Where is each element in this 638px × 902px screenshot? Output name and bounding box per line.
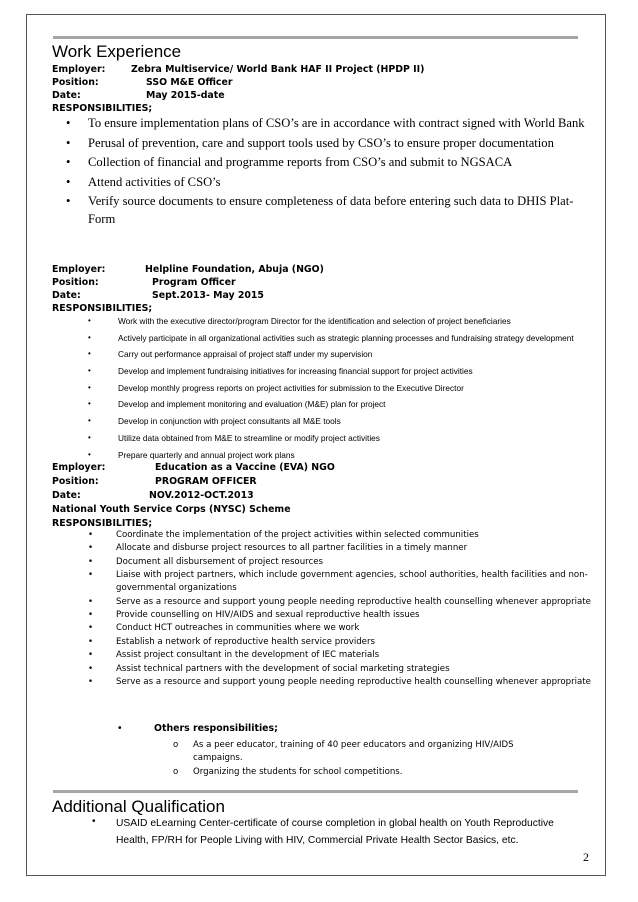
job2-employer-row [52,263,324,276]
job3-date-row [52,489,254,502]
job1-position-row [52,76,233,89]
date-value: May 2015-date [146,90,225,101]
list-item: • Allocate and disburse project resources to all partner facilities in a timely manner [88,543,468,554]
page-number: 2 [583,850,589,864]
list-item: • Carry out performance appraisal of project staff under my supervision [88,349,373,360]
list-item: • Coordinate the implementation of the project activities within selected communities [88,530,479,540]
position-label: Position: [52,77,99,88]
list-item: • Serve as a resource and support young people needing reproductive health counselling whenever appropriate [88,676,591,687]
job2-position-row [52,276,236,289]
job3-employer-row [52,461,335,474]
job1-date-row [52,89,225,102]
list-item: • Collection of financial and programme reports from CSO’s and submit to NGSACA [66,155,513,169]
list-item: • Assist technical partners with the development of social marketing strategies [88,663,450,674]
job1-employer-row [52,63,425,76]
list-item: • To ensure implementation plans of CSO’s are in accordance with contract signed with World Bank [66,116,585,130]
list-item: • Utilize data obtained from M&E to streamline or modify project activities [88,432,380,443]
employer-value: Zebra Multiservice/ World Bank HAF II Project (HPDP II) [131,64,425,75]
employer-label: Employer: [52,264,106,275]
list-item: • Liaise with project partners, which include government agencies, school authorities, health facilities and non-governmental organizations [88,570,588,594]
others-responsibilities-label: Others responsibilities; [154,723,278,734]
others-item-2: Organizing the students for school competitions. [193,767,403,777]
list-item: • Develop and implement fundraising initiatives for increasing financial support for project activities [88,366,473,377]
position-label: Position: [52,277,99,288]
employer-value: Education as a Vaccine (EVA) NGO [155,462,335,473]
position-value: PROGRAM OFFICER [155,476,257,487]
date-label: Date: [52,490,81,501]
list-item: • Prepare quarterly and annual project work plans [88,449,295,460]
others-item-1: As a peer educator, training of 40 peer educators and organizing HIV/AIDS campaigns. [193,740,514,763]
job1-responsibilities-label: RESPONSIBILITIES; [52,103,153,114]
employer-value: Helpline Foundation, Abuja (NGO) [145,264,324,275]
list-item: • Perusal of prevention, care and support tools used by CSO’s to ensure proper documentation [66,135,554,150]
qualification-item: USAID eLearning Center-certificate of course completion in global health on Youth Reproductive Health, FP/RH for People Living with HIV, Commercial Private Health Sector Basics, etc. [116,818,554,846]
sub-bullet: o [173,767,179,777]
list-item: • Attend activities of CSO’s [66,174,221,189]
sub-bullet: o [173,740,179,750]
position-value: SSO M&E Officer [146,77,233,88]
date-value: NOV.2012-OCT.2013 [149,490,254,501]
employer-label: Employer: [52,462,106,473]
list-item: • Assist project consultant in the development of IEC materials [88,650,380,661]
others-bullet: • [117,723,123,734]
list-item: • Serve as a resource and support young people needing reproductive health counselling whenever appropriate [88,596,591,607]
date-label: Date: [52,90,81,101]
job3-extra-line: National Youth Service Corps (NYSC) Scheme [52,504,291,515]
list-item: • Develop and implement monitoring and evaluation (M&E) plan for project [88,399,386,410]
list-item: • Document all disbursement of project resources [88,556,323,567]
job1-responsibilities-list [62,115,600,230]
qualification-bullet: • [92,816,96,827]
position-value: Program Officer [152,277,236,288]
list-item: • Provide counselling on HIV/AIDS and sexual reproductive health issues [88,609,420,620]
job3-position-row [52,475,257,488]
list-item: • Conduct HCT outreaches in communities where we work [88,623,360,634]
section-rule-top [53,36,578,39]
list-item: • Work with the executive director/program Director for the identification and selection of project beneficiaries [88,316,511,326]
section-title-work-experience: Work Experience [52,42,182,61]
job2-responsibilities-label: RESPONSIBILITIES; [52,303,153,314]
employer-label: Employer: [52,64,106,75]
job2-date-row [52,289,264,302]
list-item: • Establish a network of reproductive health service providers [88,636,375,647]
date-label: Date: [52,290,81,301]
job3-responsibilities-label: RESPONSIBILITIES; [52,518,153,529]
section-title-additional-qualification: Additional Qualification [52,797,225,816]
list-item: • Develop in conjunction with project consultants all M&E tools [88,416,341,427]
list-item: • Verify source documents to ensure completeness of data before entering such data to DHIS Plat-Form [66,194,574,226]
job3-responsibilities-list [88,529,594,689]
list-item: • Actively participate in all organizational activities such as strategic planning processes and fundraising strategy development [88,332,574,343]
job2-responsibilities-list [88,314,596,464]
section-rule-bottom [53,790,578,793]
position-label: Position: [52,476,99,487]
date-value: Sept.2013- May 2015 [152,290,264,301]
list-item: • Develop monthly progress reports on project activities for submission to the Executive Director [88,382,464,393]
